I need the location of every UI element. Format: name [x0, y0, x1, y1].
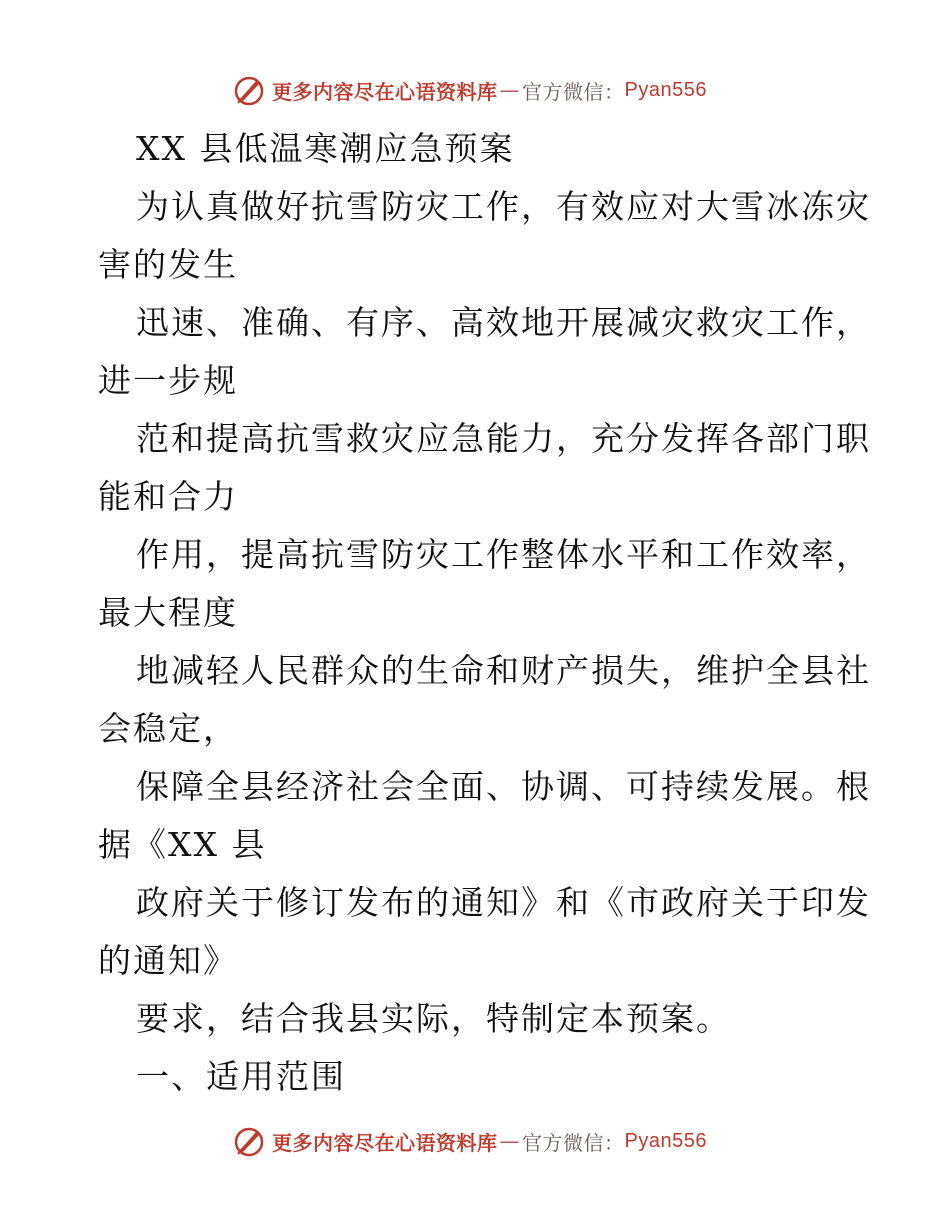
text-line: 政府关于修订发布的通知》和《市政府关于印发: [136, 883, 871, 922]
watermark-official-text: 官方微信：: [522, 79, 625, 104]
text-line: 进一步规: [98, 361, 238, 400]
document-body: [98, 120, 871, 1106]
text-line: 的通知》: [98, 941, 238, 980]
text-line: 范和提高抗雪救灾应急能力，充分发挥各部门职: [136, 419, 871, 458]
text-line: 地减轻人民群众的生命和财产损失，维护全县社: [136, 651, 871, 690]
text-line: 会稳定，: [98, 709, 238, 748]
watermark-official-text: 官方微信：: [522, 1130, 625, 1155]
text-line: 保障全县经济社会全面、协调、可持续发展。根: [136, 767, 871, 806]
watermark-separator: —: [499, 1129, 520, 1153]
watermark-brand-text: 更多内容尽在心语资料库: [272, 79, 498, 104]
quill-pen-logo-icon: [232, 73, 266, 107]
watermark-brand-text: 更多内容尽在心语资料库: [272, 1130, 498, 1155]
watermark-banner-bottom: [232, 1123, 707, 1159]
watermark-account-id: Pyan556: [624, 78, 707, 101]
text-line: 害的发生: [98, 245, 238, 284]
quill-pen-logo-icon: [232, 1124, 266, 1158]
text-line: 据《XX 县: [98, 825, 267, 864]
text-line: 为认真做好抗雪防灾工作，有效应对大雪冰冻灾: [136, 187, 871, 226]
watermark-banner-top: [232, 72, 707, 108]
watermark-separator: —: [499, 78, 520, 102]
text-line: 能和合力: [98, 477, 238, 516]
text-line: 迅速、准确、有序、高效地开展减灾救灾工作，: [136, 303, 871, 342]
watermark-account-id: Pyan556: [624, 1129, 707, 1152]
text-line: 一、适用范围: [136, 1057, 346, 1096]
text-line: 作用，提高抗雪防灾工作整体水平和工作效率，: [136, 535, 871, 574]
text-line: 要求，结合我县实际，特制定本预案。: [136, 999, 731, 1038]
document-title: XX 县低温寒潮应急预案: [136, 129, 515, 168]
text-line: 最大程度: [98, 593, 238, 632]
